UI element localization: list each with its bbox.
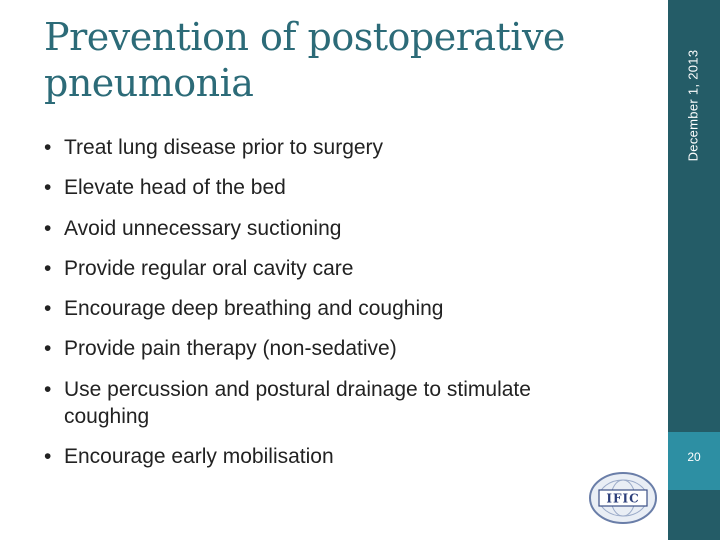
bullet-item: • Avoid unnecessary suctioning <box>44 215 544 242</box>
bullet-item: • Use percussion and postural drainage to stimulate coughing <box>44 376 544 430</box>
logo-text: IFIC <box>606 491 640 506</box>
bullet-item: • Encourage early mobilisation <box>44 443 544 470</box>
bullet-item: • Treat lung disease prior to surgery <box>44 134 544 161</box>
bullet-item: • Encourage deep breathing and coughing <box>44 295 544 322</box>
bullet-item: • Provide regular oral cavity care <box>44 255 544 282</box>
page-number: 20 <box>687 450 701 464</box>
bullet-list <box>44 134 544 483</box>
ific-logo <box>587 470 659 526</box>
bullet-item: • Provide pain therapy (non-sedative) <box>44 335 544 362</box>
slide-title: Prevention of postoperative pneumonia <box>44 15 565 105</box>
date-label-container <box>671 0 715 210</box>
date-label: December 1, 2013 <box>685 49 701 161</box>
bullet-item: • Elevate head of the bed <box>44 174 544 201</box>
